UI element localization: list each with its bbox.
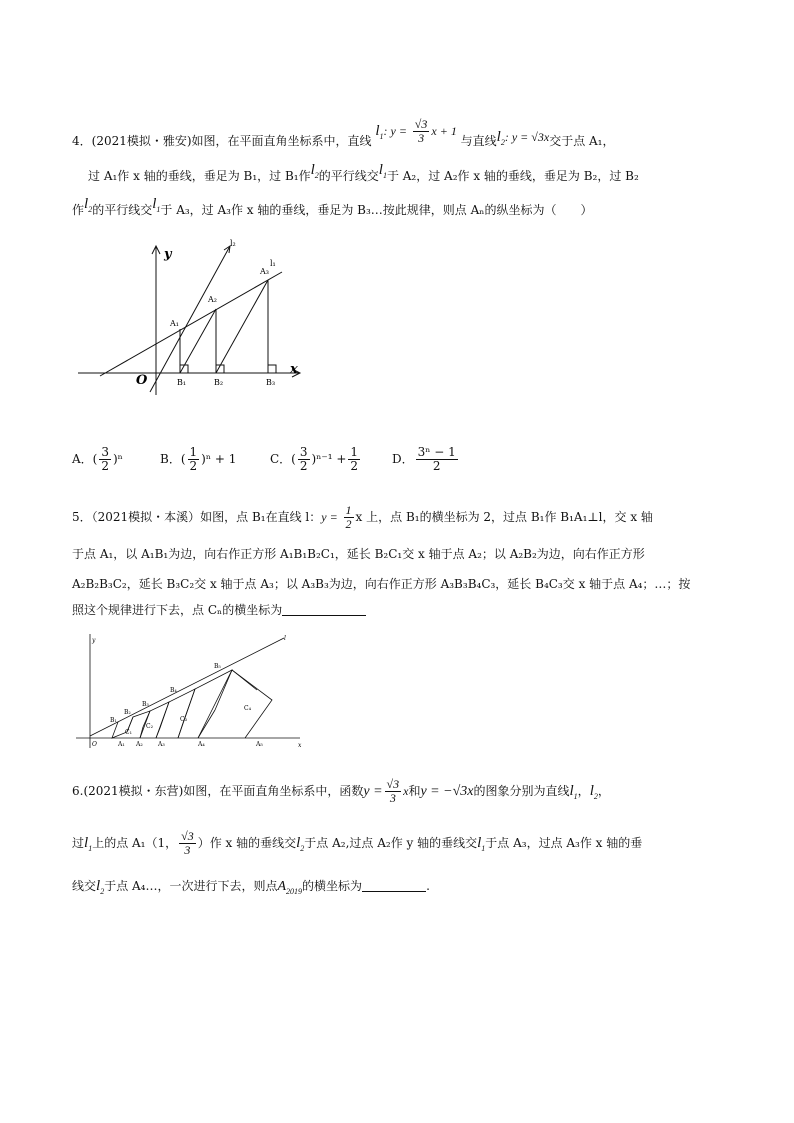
q4-seg-b1a2	[180, 309, 216, 373]
q5-square-4	[156, 689, 195, 738]
q5-line1: 5．（2021模拟・本溪）如图，点 B₁在直线 l：y = $\frac{1}{2}$ x 上，点 B₁的横坐标为 2，过点 B₁作 B₁A₁⊥l，交 x 轴	[72, 503, 653, 531]
q5-fig-a1: A₁	[118, 741, 125, 748]
q5-answer-blank[interactable]	[282, 601, 366, 616]
q4-fig-l1: l₁	[270, 259, 276, 268]
q4-l1-tail: x + 1	[431, 124, 457, 138]
q5-fig-a2: A₂	[136, 741, 143, 748]
q5-fig-c1: C₁	[125, 729, 132, 736]
q6-answer-blank[interactable]	[362, 877, 426, 892]
q4-right-angle-3	[268, 365, 276, 373]
q5-ext-c4	[232, 670, 257, 690]
q4-fig-a3: A₃	[260, 267, 269, 276]
q4-fig-b2: B₂	[214, 378, 224, 387]
q5-fig-b5: B₅	[214, 663, 221, 670]
q4-option-c[interactable]: C．( $\frac{3}{2}$ )ⁿ⁻¹ + $\frac{1}{2}$	[270, 445, 359, 473]
q4-l1-eq: : y =	[383, 124, 407, 138]
q4-option-d[interactable]: D． $\frac{\text{3ⁿ − 1}}{2}$	[392, 445, 456, 473]
q5-line3: A₂B₂B₃C₂，延长 B₃C₂交 x 轴于点 A₃；以 A₃B₃为边，向右作正方形 A₃B₃B₄C₃，延长 B₄C₃交 x 轴于点 A₄；…；按	[72, 577, 691, 591]
q6-a2019: $A_{2019}$	[277, 879, 303, 896]
q4-fig-o: O	[136, 373, 148, 388]
q4-line3-l1: $l_1$	[152, 196, 161, 214]
q4-fig-b1: B₁	[177, 378, 187, 387]
q5-square-5	[178, 670, 232, 738]
q4-option-a[interactable]: A．( $\frac{3}{2}$ )ⁿ	[72, 445, 123, 473]
q5-fig-x: x	[298, 742, 302, 749]
q4-l1-frac: $\frac{√3}{3}$	[414, 117, 428, 145]
q5-fig-b4: B₄	[170, 687, 177, 694]
q4-line2-l2: $l_2$	[310, 162, 319, 180]
q5-fig-y: y	[92, 637, 96, 644]
q5-fig-o: O	[92, 741, 97, 748]
q6-l2: $l_2$	[589, 783, 598, 801]
q6-line2-l2: $l_2$	[296, 835, 305, 853]
q4-line2: 过 A₁作 x 轴的垂线，垂足为 B₁，过 B₁作$l_2$的平行线交$l_1$于 A₂，过 A₂作 x 轴的垂线，垂足为 B₂，过 B₂	[88, 162, 639, 183]
q4-option-b[interactable]: B．( $\frac{1}{2}$ )ⁿ + 1	[160, 445, 237, 473]
q4-figure	[78, 232, 310, 400]
q4-line1	[72, 117, 615, 157]
q4-line-l1	[100, 272, 282, 376]
q6-line3-l2: $l_2$	[96, 878, 105, 896]
q5-frac: $\frac{1}{2}$	[345, 503, 352, 531]
q5-ext-a5	[198, 710, 215, 738]
q5-fig-b3: B₃	[142, 701, 149, 708]
q4-end: 交于点 A₁，	[549, 134, 615, 148]
q4-seg-b2a3	[216, 280, 268, 373]
q6-line2-l1: $l_1$	[84, 835, 93, 853]
q6-l1: $l_1$	[569, 783, 578, 801]
q5-fig-b1: B₁	[110, 717, 117, 724]
q4-fig-a1: A₁	[170, 319, 179, 328]
q5-line2: 于点 A₁，以 A₁B₁为边，向右作正方形 A₁B₁B₂C₁，延长 B₂C₁交 x 轴于点 A₂；以 A₂B₂为边，向右作正方形	[72, 547, 645, 561]
q6-f1-frac: $\frac{√3}{3}$	[386, 777, 400, 805]
q6-line3: 线交$l_2$于点 A₄…，一次进行下去，则点$A_{2019}$的横坐标为 .	[72, 878, 430, 896]
q5-square-6	[198, 670, 272, 738]
q5-fig-a4: A₄	[198, 741, 205, 748]
q4-fig-l2: l₂	[230, 239, 236, 248]
q6-line1: 6.(2021模拟・东营)如图，在平面直角坐标系中，函数y = $\frac{√3}{3}$ x和y = −√3x的图象分别为直线$l_1$，$l_2$，	[72, 777, 610, 805]
q4-mid: 与直线	[460, 134, 497, 148]
q4-l2-label: $l_2$	[496, 129, 505, 147]
q5-fig-l: l	[284, 635, 286, 642]
q4-l1-label: $l_1$	[375, 123, 384, 141]
q6-line2-l1b: $l_1$	[477, 835, 486, 853]
q4-line3-l2: $l_2$	[84, 196, 93, 214]
q5-fig-c2: C₂	[146, 723, 153, 730]
q5-fig-a5: A₅	[256, 741, 263, 748]
q5-figure	[72, 630, 312, 752]
q4-l2-eq: : y = √3x	[504, 130, 550, 144]
q4-line3: 作$l_2$的平行线交$l_1$于 A₃，过 A₃作 x 轴的垂线，垂足为 B₃…按此规律，则点 Aₙ的纵坐标为（ ）	[72, 196, 593, 217]
q5-fig-a3: A₃	[158, 741, 165, 748]
q5-fig-b2: B₂	[124, 709, 131, 716]
q5-fig-c3: C₃	[180, 716, 187, 723]
q4-fig-y: y	[164, 247, 172, 262]
q4-fig-x: x	[290, 362, 298, 377]
q4-fig-b3: B₃	[266, 378, 276, 387]
q6-line2-frac: $\frac{√3}{3}$	[181, 829, 194, 857]
q4-line2-l1: $l_1$	[378, 162, 387, 180]
q5-line4: 照这个规律进行下去，点 Cₙ的横坐标为	[72, 600, 366, 620]
q4-fig-a2: A₂	[208, 295, 217, 304]
q5-fig-c4: C₄	[244, 705, 251, 712]
q4-head: 4．(2021模拟・雅安)如图，在平面直角坐标系中，直线	[72, 134, 372, 148]
q6-line2: 过$l_1$上的点 A₁（1， $\frac{√3}{3}$ ）作 x 轴的垂线交$l_2$于点 A₂,过点 A₂作 y 轴的垂线交$l_1$于点 A₃，过点 A₃作 x 轴的垂	[72, 829, 643, 857]
